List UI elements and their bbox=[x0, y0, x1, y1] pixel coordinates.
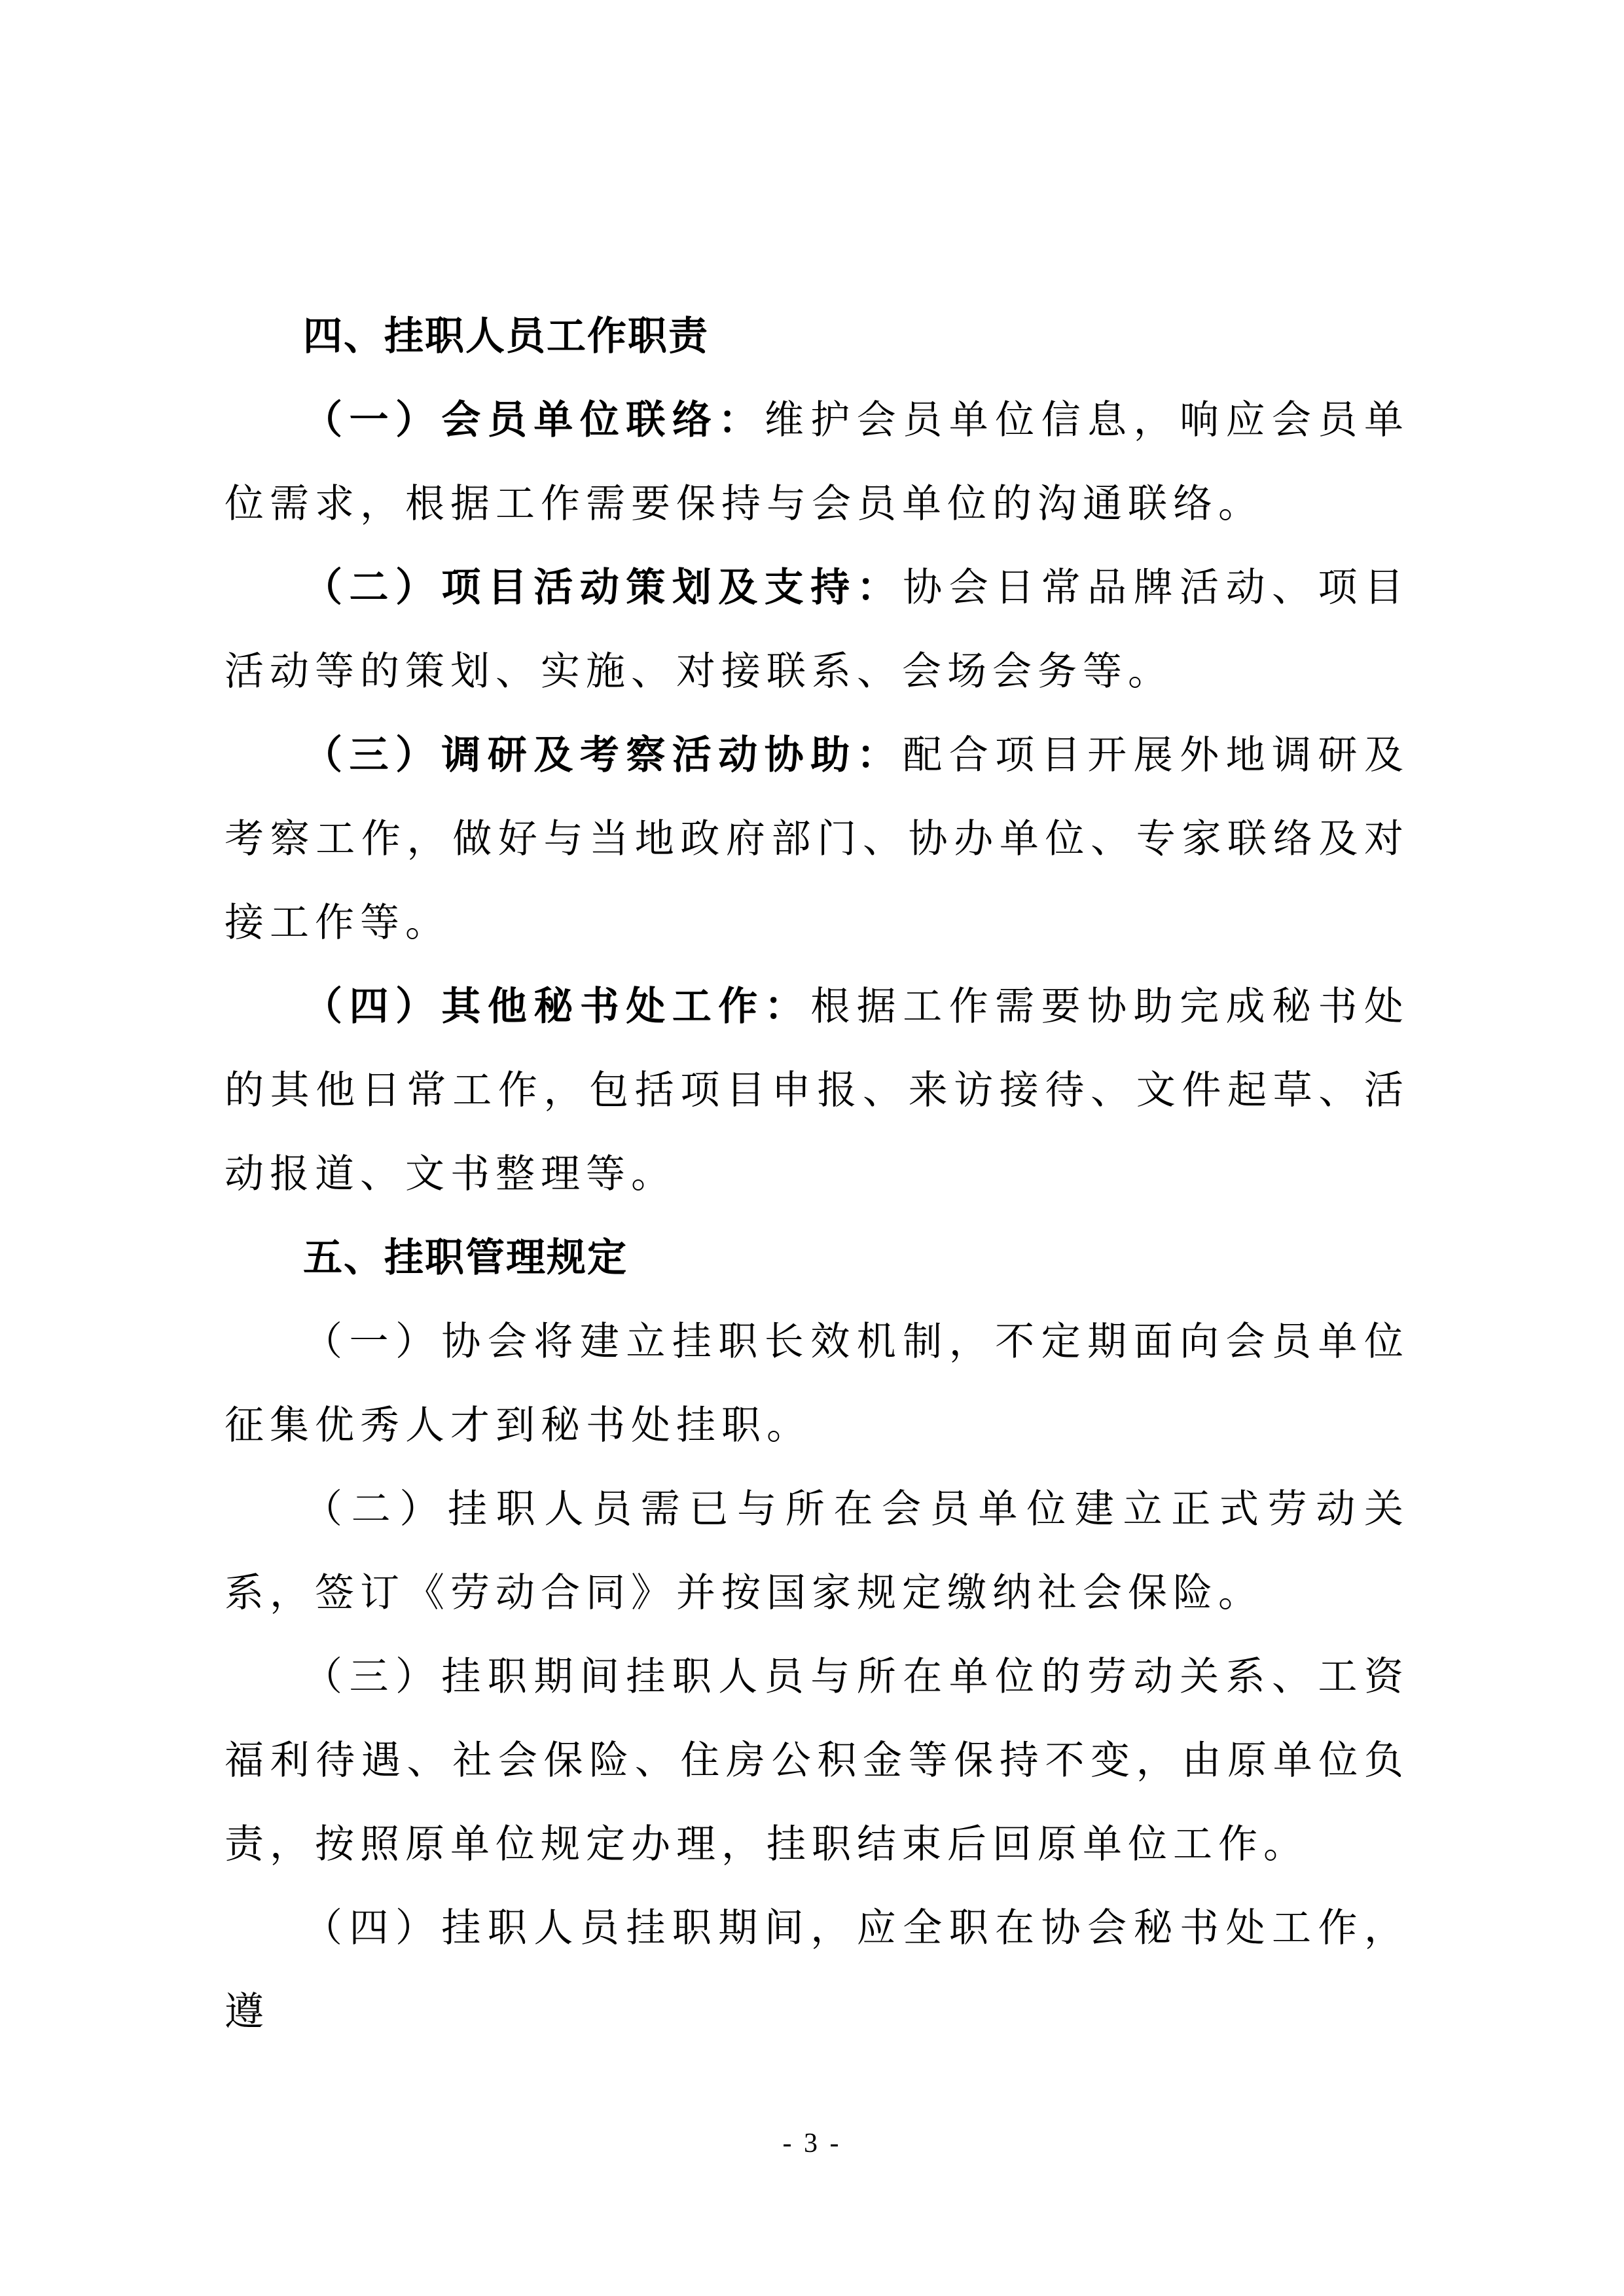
duty-item-secretariat-work bbox=[225, 965, 1409, 1216]
duty-item-title: （二）项目活动策划及支持： bbox=[303, 565, 903, 611]
duty-item-title: （三）调研及考察活动协助： bbox=[303, 732, 903, 778]
duty-item-research-assistance bbox=[225, 713, 1409, 965]
section-heading-duties: 四、挂职人员工作职责 bbox=[303, 314, 709, 359]
duty-item-title: （一）会员单位联络： bbox=[303, 397, 765, 443]
regulation-item-3: （三）挂职期间挂职人员与所在单位的劳动关系、工资福利待遇、社会保险、住房公积金等保持不变，由原单位负责，按照原单位规定办理，挂职结束后回原单位工作。 bbox=[225, 1654, 1409, 1867]
regulation-item-4: （四）挂职人员挂职期间，应全职在协会秘书处工作，遵 bbox=[225, 1905, 1409, 2035]
duty-item-text: 维护会员单位信息，响应会员单位需求，根据工作需要保持与会员单位的沟通联络。 bbox=[225, 397, 1410, 527]
regulation-item-1: （一）协会将建立挂职长效机制，不定期面向会员单位征集优秀人才到秘书处挂职。 bbox=[225, 1319, 1409, 1448]
page-content bbox=[225, 295, 1409, 2054]
regulation-item-2: （二）挂职人员需已与所在会员单位建立正式劳动关系，签订《劳动合同》并按国家规定缴纳社会保险。 bbox=[225, 1486, 1409, 1616]
duty-item-member-liaison bbox=[225, 378, 1409, 546]
duty-item-project-planning bbox=[225, 546, 1409, 713]
duty-item-text: 协会日常品牌活动、项目活动等的策划、实施、对接联系、会场会务等。 bbox=[225, 565, 1410, 694]
section-heading-regulations: 五、挂职管理规定 bbox=[303, 1235, 628, 1281]
duty-item-text: 根据工作需要协助完成秘书处的其他日常工作，包括项目申报、来访接待、文件起草、活动报道、文书整理等。 bbox=[225, 984, 1410, 1197]
duty-item-title: （四）其他秘书处工作： bbox=[303, 984, 811, 1030]
duty-item-text: 配合项目开展外地调研及考察工作，做好与当地政府部门、协办单位、专家联络及对接工作等。 bbox=[225, 732, 1410, 946]
page-number: - 3 - bbox=[782, 2128, 842, 2159]
